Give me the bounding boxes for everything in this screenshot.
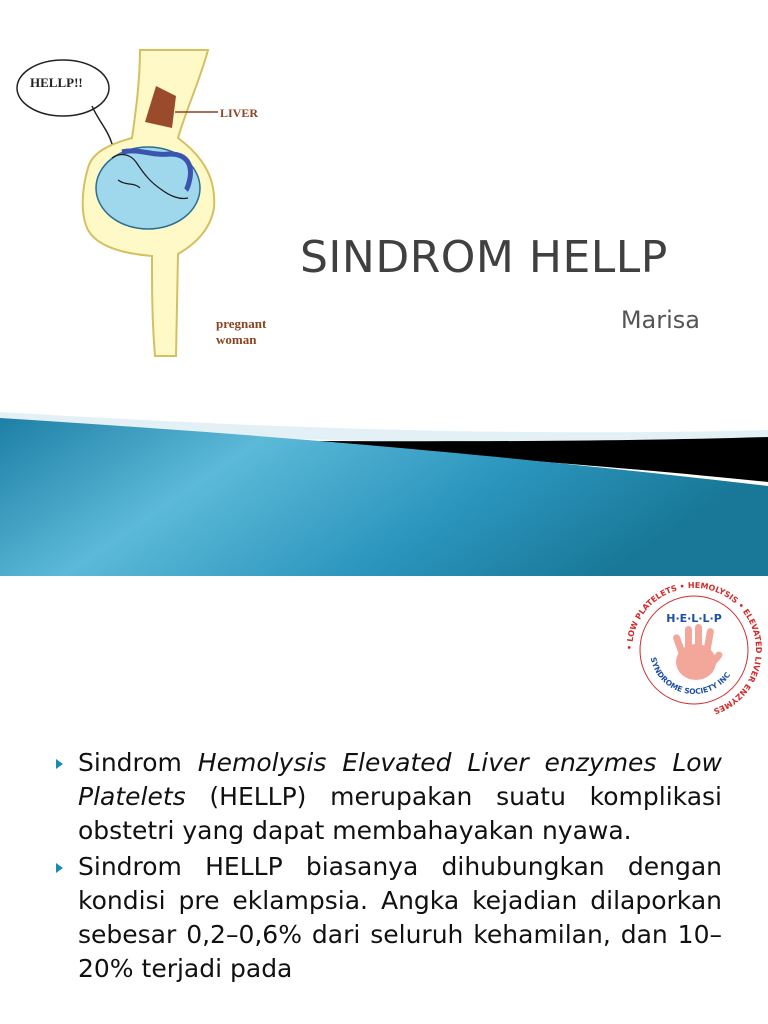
speech-bubble-text: HELLP!!	[30, 75, 83, 90]
bullet-text-pre: Sindrom HELLP biasanya dihubungkan dengan kondisi pre eklampsia. Angka kejadian dilaporkan sebesar 0,2–0,6% dari seluruh kehamilan, dan 10–20% terjadi pada	[78, 852, 722, 983]
liver-label: LIVER	[220, 106, 259, 120]
bullet-text-post: (HELLP) merupakan suatu komplikasi obstetri yang dapat membahayakan nyawa.	[78, 782, 722, 845]
triangle-bullet-icon	[56, 863, 63, 873]
content-slide	[0, 576, 768, 1024]
bullet-list	[54, 746, 722, 988]
triangle-bullet-icon	[56, 759, 63, 769]
logo-center-text: H·E·L·L·P	[666, 612, 722, 625]
bullet-text-pre: Sindrom	[78, 748, 198, 777]
speech-bubble-tail	[92, 106, 112, 144]
hellp-society-logo	[624, 580, 764, 720]
caption-line1: pregnant	[216, 316, 267, 331]
slide-title: SINDROM HELLP	[300, 232, 668, 283]
pregnant-woman-illustration	[0, 40, 290, 360]
bullet-item	[54, 746, 722, 848]
logo-outer-text: • LOW PLATELETS • HEMOLYSIS • ELEVATED LIVER ENZYMES	[624, 580, 764, 716]
logo-ring-text: SYNDROME SOCIETY INC	[648, 656, 733, 697]
caption-line2: woman	[216, 332, 257, 347]
bullet-item	[54, 850, 722, 986]
bullet-text-italic: Hemolysis Elevated Liver enzymes Low Platelets	[78, 748, 722, 811]
decorative-wave-band	[0, 412, 768, 576]
slide-subtitle: Marisa	[620, 306, 700, 334]
